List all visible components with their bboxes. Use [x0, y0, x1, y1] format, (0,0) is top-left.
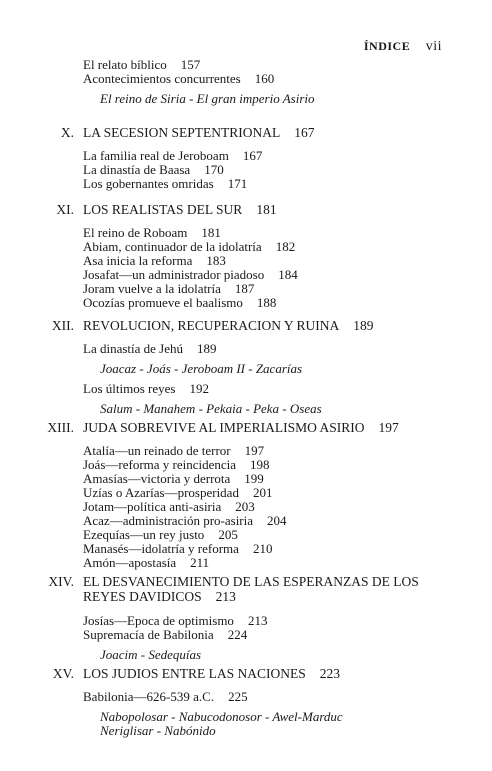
toc-entry: El reino de Roboam 181 [83, 225, 221, 240]
toc-subtopics: Nabopolosar - Nabucodonosor - Awel-Marduc Neriglisar - Nabónido [100, 709, 343, 738]
toc-entry: Josías—Epoca de optimismo 213 [83, 613, 268, 628]
chapter-xv [40, 666, 460, 738]
toc-entry: Babilonia—626-539 a.C. 225 [83, 689, 248, 704]
toc-entry: Jotam—política anti-asiria 203 [83, 499, 255, 514]
toc-subtopics: Joacim - Sedequías [100, 647, 202, 662]
toc-entry: Atalía—un reinado de terror 197 [83, 443, 265, 458]
toc-entry: Ocozías promueve el baalismo 188 [83, 295, 277, 310]
chapter-number: XI. [56, 202, 74, 217]
toc-entry: La familia real de Jeroboam 167 [83, 148, 263, 163]
toc-subtopics: Salum - Manahem - Pekaia - Peka - Oseas [100, 401, 322, 416]
toc-entry: Abiam, continuador de la idolatría 182 [83, 239, 296, 254]
chapter-continuation [40, 58, 460, 112]
chapter-xii [40, 318, 460, 422]
chapter-number: XV. [52, 666, 74, 681]
toc-entry: Amasías—victoria y derrota 199 [83, 471, 264, 486]
chapter-title: LOS REALISTAS DEL SUR 181 [83, 202, 277, 217]
chapter-number: XII. [51, 318, 74, 333]
toc-entry: La dinastía de Jehú 189 [83, 341, 217, 356]
toc-entry: Manasés—idolatría y reforma 210 [83, 541, 273, 556]
toc-entry: Ezequías—un rey justo 205 [83, 527, 238, 542]
toc-entry: Amón—apostasía 211 [83, 555, 210, 570]
running-title: ÍNDICE [363, 39, 411, 53]
toc-entry: Acaz—administración pro-asiria 204 [83, 513, 287, 528]
chapter-x [40, 125, 460, 191]
chapter-title: EL DESVANECIMIENTO DE LAS ESPERANZAS DE LOS REYES DAVIDICOS 213 [83, 574, 419, 604]
toc-entry: Uzías o Azarías—prosperidad 201 [83, 485, 273, 500]
chapter-number: XIII. [47, 420, 74, 435]
chapter-title: REVOLUCION, RECUPERACION Y RUINA 189 [83, 318, 374, 333]
toc-entry: Los últimos reyes 192 [83, 381, 209, 396]
toc-subtopics: Joacaz - Joás - Jeroboam II - Zacarías [100, 361, 303, 376]
chapter-xiii [40, 420, 460, 570]
chapter-title: LOS JUDIOS ENTRE LAS NACIONES 223 [83, 666, 341, 681]
toc-entry: Josafat—un administrador piadoso 184 [83, 267, 298, 282]
chapter-xiv [40, 574, 460, 668]
toc-entry: La dinastía de Baasa 170 [83, 162, 224, 177]
page-header [364, 39, 442, 55]
chapter-title: JUDA SOBREVIVE AL IMPERIALISMO ASIRIO 197 [83, 420, 399, 435]
chapter-number: XIV. [48, 574, 74, 589]
chapter-number: X. [60, 125, 74, 140]
toc-entry: Joram vuelve a la idolatría 187 [83, 281, 255, 296]
chapter-xi [40, 202, 460, 310]
toc-entry: Acontecimientos concurrentes 160 [83, 71, 275, 86]
toc-entry: Joás—reforma y reincidencia 198 [83, 457, 270, 472]
page-number: vii [425, 39, 442, 54]
chapter-title: LA SECESION SEPTENTRIONAL 167 [83, 125, 315, 140]
toc-entry: El relato bíblico 157 [83, 57, 201, 72]
toc-entry: Supremacía de Babilonia 224 [83, 627, 248, 642]
toc-entry: Los gobernantes omridas 171 [83, 176, 248, 191]
toc-entry: Asa inicia la reforma 183 [83, 253, 226, 268]
toc-subtopics: El reino de Siria - El gran imperio Asirio [100, 91, 315, 106]
